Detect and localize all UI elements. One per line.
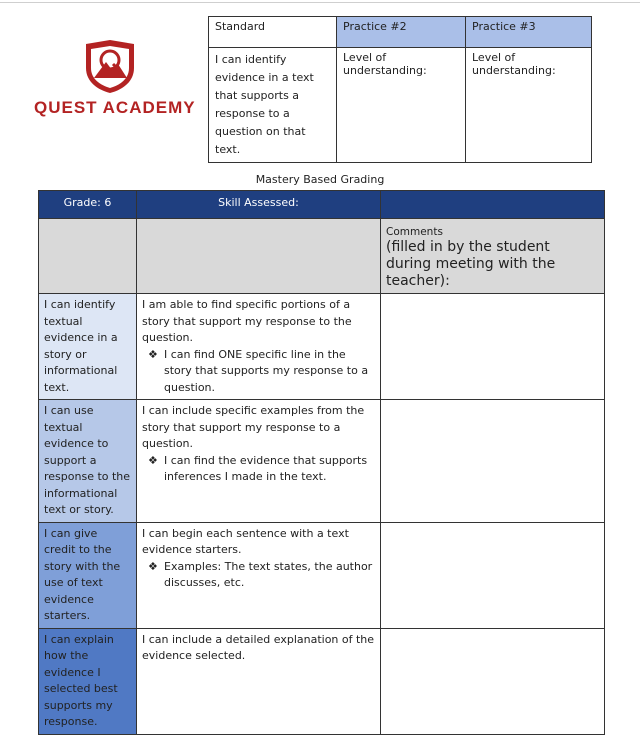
level-cell: I can use textual evidence to support a response to the informational text or story. (39, 400, 137, 523)
table-row (39, 628, 605, 734)
logo-text: QUEST ACADEMY (34, 98, 196, 117)
level-cell: I can identify textual evidence in a story or informational text. (39, 294, 137, 400)
comments-instructions: (filled in by the student during meeting with the teacher): (386, 239, 556, 289)
table-row (39, 400, 605, 523)
subheader-blank-2 (137, 219, 381, 294)
practice-2-level: Level of understanding: (337, 48, 466, 163)
table-row (39, 522, 605, 628)
standard-text: I can identify evidence in a text that supports a response to a question on that text. (209, 48, 337, 163)
header-standard: Standard (209, 17, 337, 48)
shield-icon (82, 38, 138, 94)
header-grade: Grade: 6 (39, 191, 137, 219)
bullet-text: Examples: The text states, the author discusses, etc. (164, 559, 373, 589)
practice-3-level: Level of understanding: (466, 48, 592, 163)
skill-cell (137, 628, 381, 734)
quest-academy-logo (28, 38, 196, 118)
skill-bullet (142, 453, 375, 486)
bullet-icon: ❖ (148, 347, 158, 361)
comment-cell[interactable] (381, 522, 605, 628)
comment-cell[interactable] (381, 628, 605, 734)
skill-text: I can include specific examples from the story that support my response to a question. (142, 404, 365, 450)
skill-bullet (142, 559, 375, 592)
table-caption: Mastery Based Grading (255, 173, 385, 186)
header-comments (381, 191, 605, 219)
header-practice-2: Practice #2 (337, 17, 466, 48)
skill-bullet (142, 347, 375, 397)
comment-cell[interactable] (381, 294, 605, 400)
top-divider (0, 2, 640, 3)
skill-text: I can include a detailed explanation of the evidence selected. (142, 632, 375, 662)
skill-text: I am able to find specific portions of a story that support my response to the question. (142, 298, 352, 344)
skill-cell (137, 522, 381, 628)
level-cell: I can explain how the evidence I selected best supports my response. (39, 628, 137, 734)
header-skill: Skill Assessed: (137, 191, 381, 219)
standards-table (208, 16, 592, 163)
comment-cell[interactable] (381, 400, 605, 523)
subheader-blank-1 (39, 219, 137, 294)
skill-cell (137, 294, 381, 400)
bullet-text: I can find ONE specific line in the story that supports my response to a question. (164, 347, 369, 394)
comments-label: Comments (386, 226, 443, 238)
table-row (39, 294, 605, 400)
bullet-icon: ❖ (148, 453, 158, 467)
skill-cell (137, 400, 381, 523)
skill-text: I can begin each sentence with a text evidence starters. (142, 526, 349, 556)
level-cell: I can give credit to the story with the use of text evidence starters. (39, 522, 137, 628)
comments-header (381, 219, 605, 294)
bullet-icon: ❖ (148, 559, 158, 573)
bullet-text: I can find the evidence that supports inferences I made in the text. (164, 453, 368, 483)
grading-table (38, 190, 605, 735)
header-practice-3: Practice #3 (466, 17, 592, 48)
